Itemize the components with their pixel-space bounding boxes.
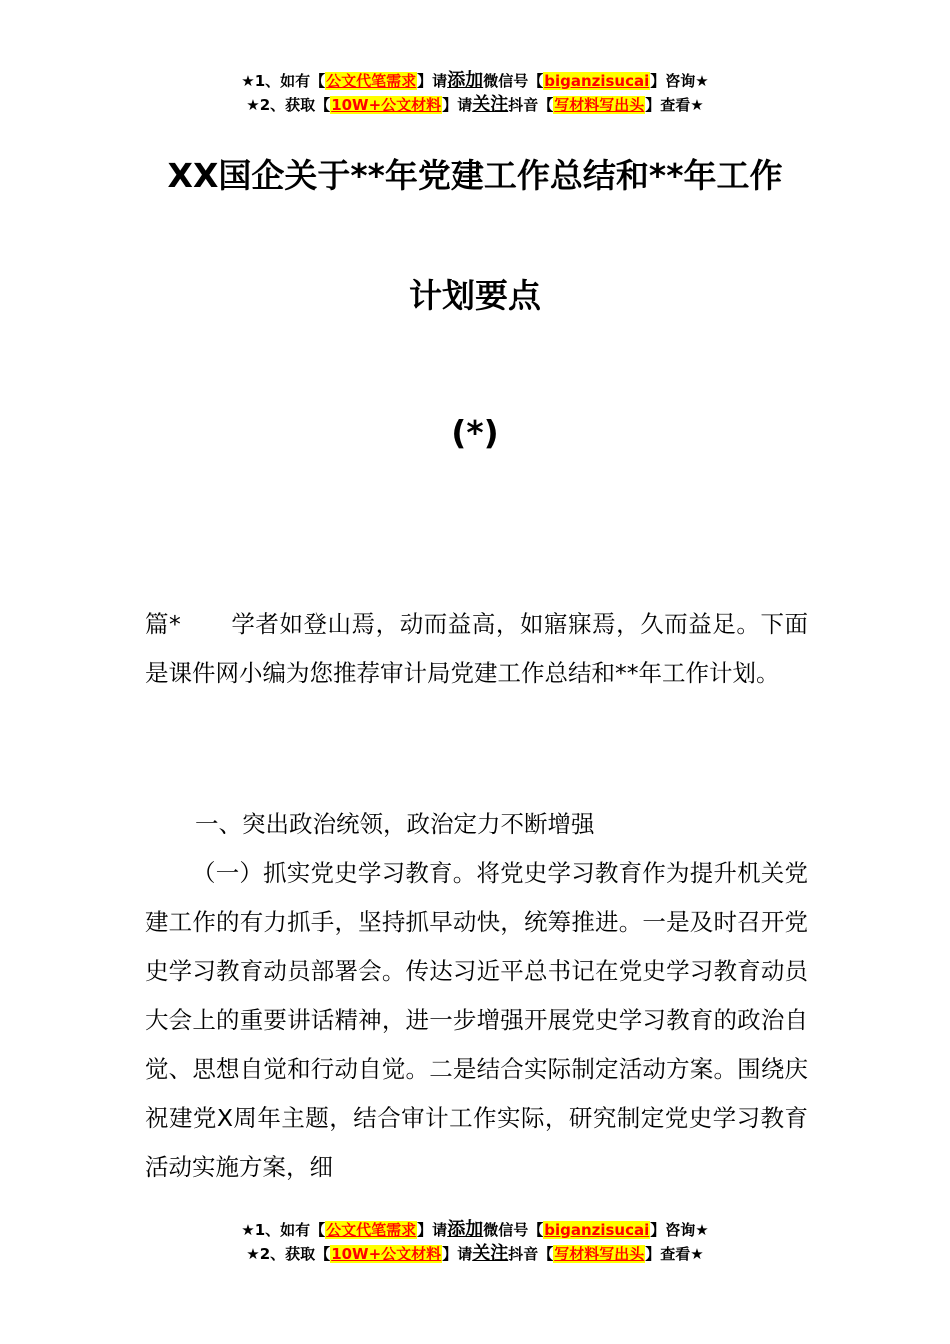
banner-text: 】请 bbox=[417, 1221, 448, 1239]
banner-text: 】咨询★ bbox=[650, 1221, 709, 1239]
follow-text: 关注 bbox=[472, 1243, 509, 1264]
wechat-id-highlight: biganzisucai bbox=[544, 1221, 650, 1239]
intro-text: 学者如登山焉，动而益高，如寤寐焉，久而益足。下面是课件网小编为您推荐审计局党建工作总结和**年工作计划。 bbox=[145, 610, 809, 687]
douyin-highlight: 写材料写出头 bbox=[554, 1245, 645, 1263]
banner-text: 微信号【 bbox=[483, 72, 544, 90]
add-text: 添加 bbox=[447, 70, 484, 91]
material-highlight: 10W+公文材料 bbox=[331, 1245, 442, 1263]
banner-text: ★1、如有【 bbox=[241, 72, 326, 90]
document-title-line-3: (*) bbox=[451, 413, 499, 452]
section-body bbox=[145, 800, 808, 1192]
follow-text: 关注 bbox=[472, 94, 509, 115]
material-highlight: 10W+公文材料 bbox=[331, 96, 442, 114]
paragraph-1: （一）抓实党史学习教育。将党史学习教育作为提升机关党建工作的有力抓手，坚持抓早动快，统筹推进。一是及时召开党史学习教育动员部署会。传达习近平总书记在党史学习教育动员大会上的重要讲话精神，进一步增强开展党史学习教育的政治自觉、思想自觉和行动自觉。二是结合实际制定活动方案。围绕庆祝建党X周年主题，结合审计工作实际，研究制定党史学习教育活动实施方案，细 bbox=[145, 859, 808, 1181]
top-banner bbox=[0, 69, 950, 117]
document-title-line-2: 计划要点 bbox=[409, 276, 541, 315]
banner-text: 抖音【 bbox=[508, 1245, 554, 1263]
douyin-highlight: 写材料写出头 bbox=[554, 96, 645, 114]
banner-text: 】查看★ bbox=[645, 96, 704, 114]
banner-text: ★2、获取【 bbox=[246, 1245, 331, 1263]
banner-text: 】请 bbox=[417, 72, 448, 90]
banner-line-2 bbox=[0, 1242, 950, 1266]
banner-text: ★1、如有【 bbox=[241, 1221, 326, 1239]
intro-label: 篇* bbox=[145, 610, 181, 638]
banner-line-2 bbox=[0, 93, 950, 117]
document-title-line-1: XX国企关于**年党建工作总结和**年工作 bbox=[167, 156, 783, 195]
add-text: 添加 bbox=[447, 1219, 484, 1240]
section-heading: 一、突出政治统领，政治定力不断增强 bbox=[195, 810, 595, 838]
banner-text: 】请 bbox=[442, 1245, 473, 1263]
banner-line-1 bbox=[0, 69, 950, 93]
banner-text: ★2、获取【 bbox=[246, 96, 331, 114]
bottom-banner bbox=[0, 1218, 950, 1266]
banner-text: 微信号【 bbox=[483, 1221, 544, 1239]
service-highlight: 公文代笔需求 bbox=[326, 72, 417, 90]
intro-paragraph bbox=[145, 600, 808, 698]
banner-text: 】咨询★ bbox=[650, 72, 709, 90]
banner-text: 】查看★ bbox=[645, 1245, 704, 1263]
wechat-id-highlight: biganzisucai bbox=[544, 72, 650, 90]
service-highlight: 公文代笔需求 bbox=[326, 1221, 417, 1239]
banner-line-1 bbox=[0, 1218, 950, 1242]
banner-text: 抖音【 bbox=[508, 96, 554, 114]
banner-text: 】请 bbox=[442, 96, 473, 114]
